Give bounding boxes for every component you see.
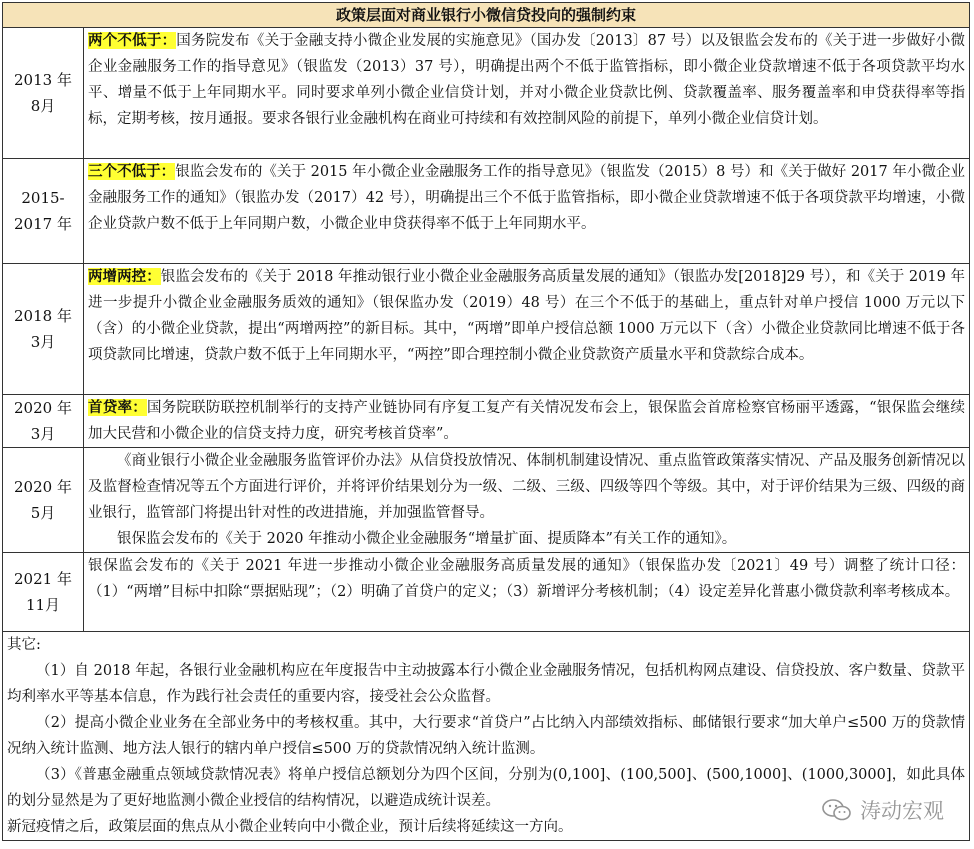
- date-cell: [3, 159, 84, 264]
- content-text: 银保监会发布的《关于 2021 年进一步推动小微企业金融服务高质量发展的通知》（银保监办发〔2021〕49 号）调整了统计口径：（1）“两增”目标中扣除“票据贴现”；（2）明确了首贷户的定义；（3）新增评分考核机制；（4）设定差异化普惠小微贷款利率考核成本。: [88, 558, 965, 600]
- highlight-label: 两个不低于：: [88, 32, 177, 49]
- watermark: [822, 795, 944, 825]
- policy-table: [2, 2, 970, 841]
- content-cell: [84, 28, 970, 159]
- wechat-icon: [822, 798, 852, 822]
- content-cell: [84, 159, 970, 264]
- table-row: [3, 395, 970, 448]
- highlight-label: 两增两控：: [88, 268, 161, 285]
- content-text: 银监会发布的《关于 2015 年小微企业金融服务工作的指导意见》（银监发（2015）8 号）和《关于做好 2017 年小微企业金融服务工作的通知》（银监办发（2017）42 号），明确提出三个不低于监管指标，即小微企业贷款增速不低于各项贷款平均增速，小微企业贷款户数不低于上年同期户数，小微企业申贷获得率不低于上年同期水平。: [88, 164, 966, 232]
- date-year: 2015-: [21, 189, 65, 207]
- watermark-text: 涛动宏观: [860, 799, 944, 823]
- content-cell: [84, 264, 970, 395]
- table-title-row: [3, 3, 970, 28]
- date-cell: [3, 395, 84, 448]
- date-cell: [3, 28, 84, 159]
- date-year: 2021 年: [14, 570, 72, 588]
- other-heading: 其它:: [7, 637, 41, 653]
- content-cell: [84, 395, 970, 448]
- other-conclusion: 新冠疫情之后，政策层面的焦点从小微企业转向中小微企业，预计后续将延续这一方向。: [7, 819, 573, 835]
- content-cell: [84, 553, 970, 632]
- date-cell: [3, 448, 84, 553]
- date-month: 8月: [30, 97, 56, 115]
- date-cell: [3, 264, 84, 395]
- date-month: 2017 年: [14, 215, 72, 233]
- table-row: [3, 553, 970, 632]
- date-month: 3月: [30, 425, 56, 443]
- content-text: 《商业银行小微企业金融服务监管评价办法》从信贷投放情况、体制机制建设情况、重点监管政策落实情况、产品及服务创新情况以及监督检查情况等五个方面进行评价，并将评价结果划分为一级、二级、三级、四级等四个等级。其中，对于评价结果为三级、四级的商业银行，监管部门将提出针对性的改进措施，并加强监管督导。: [88, 453, 965, 521]
- other-item: （2）提高小微企业业务在全部业务中的考核权重。其中，大行要求“首贷户”占比纳入内部绩效指标、邮储银行要求“加大单户≤500 万的贷款情况纳入统计监测、地方法人银行的辖内单户授信≤500 万的贷款情况纳入统计监测。: [7, 715, 965, 757]
- date-month: 3月: [30, 333, 56, 351]
- table-row: [3, 159, 970, 264]
- table-title: 政策层面对商业银行小微信贷投向的强制约束: [3, 3, 970, 28]
- content-text: 国务院发布《关于金融支持小微企业发展的实施意见》（国办发〔2013〕87 号）以及银监会发布的《关于进一步做好小微企业金融服务工作的指导意见》（银监发（2013）37 号），明确提出两个不低于监管指标，即小微企业贷款增速不低于各项贷款平均水平、增量不低于上年同期水平。同时要求单列小微企业信贷计划，并对小微企业贷款比例、贷款覆盖率、服务覆盖率和申贷获得率等指标，定期考核，按月通报。要求各银行业金融机构在商业可持续和有效控制风险的前提下，单列小微企业信贷计划。: [88, 33, 965, 127]
- date-year: 2020 年: [14, 478, 72, 496]
- table-row: [3, 264, 970, 395]
- date-month: 5月: [30, 504, 56, 522]
- highlight-label: 三个不低于：: [88, 163, 176, 180]
- content-text: 国务院联防联控机制举行的支持产业链协同有序复工复产有关情况发布会上，银保监会首席检察官杨丽平透露，“银保监会继续加大民营和小微企业的信贷支持力度，研究考核首贷率”。: [88, 400, 966, 442]
- other-item: （3）《普惠金融重点领域贷款情况表》将单户授信总额划分为四个区间，分别为(0,100]、(100,500]、(500,1000]、(1000,3000]，如此具体的划分显然是为了更好地监测小微企业授信的结构情况，以避造成统计误差。: [7, 767, 965, 809]
- table-row: [3, 448, 970, 553]
- other-item: （1）自 2018 年起，各银行业金融机构应在年度报告中主动披露本行小微企业金融服务情况，包括机构网点建设、信贷投放、客户数量、贷款平均利率水平等基本信息，作为践行社会责任的重要内容，接受社会公众监督。: [7, 663, 965, 705]
- date-year: 2018 年: [14, 307, 72, 325]
- table-row: [3, 28, 970, 159]
- content-text-2: 银保监会发布的《关于 2020 年推动小微企业金融服务“增量扩面、提质降本”有关工作的通知》。: [117, 531, 737, 547]
- date-cell: [3, 553, 84, 632]
- content-cell: [84, 448, 970, 553]
- highlight-label: 首贷率：: [88, 399, 147, 416]
- date-year: 2020 年: [14, 399, 72, 417]
- content-text: 银监会发布的《关于 2018 年推动银行业小微企业金融服务高质量发展的通知》（银监办发[2018]29 号），和《关于 2019 年进一步提升小微企业金融服务质效的通知》（银保监办发（2019）48 号）在三个不低于的基础上，重点针对单户授信 1000 万元以下（含）的小微企业贷款，提出“两增两控”的新目标。其中，“两增”即单户授信总额 1000 万元以下（含）小微企业贷款同比增速不低于各项贷款同比增速，贷款户数不低于上年同期水平，“两控”即合理控制小微企业贷款资产质量水平和贷款综合成本。: [88, 269, 965, 363]
- date-month: 11月: [25, 596, 61, 614]
- date-year: 2013 年: [14, 71, 72, 89]
